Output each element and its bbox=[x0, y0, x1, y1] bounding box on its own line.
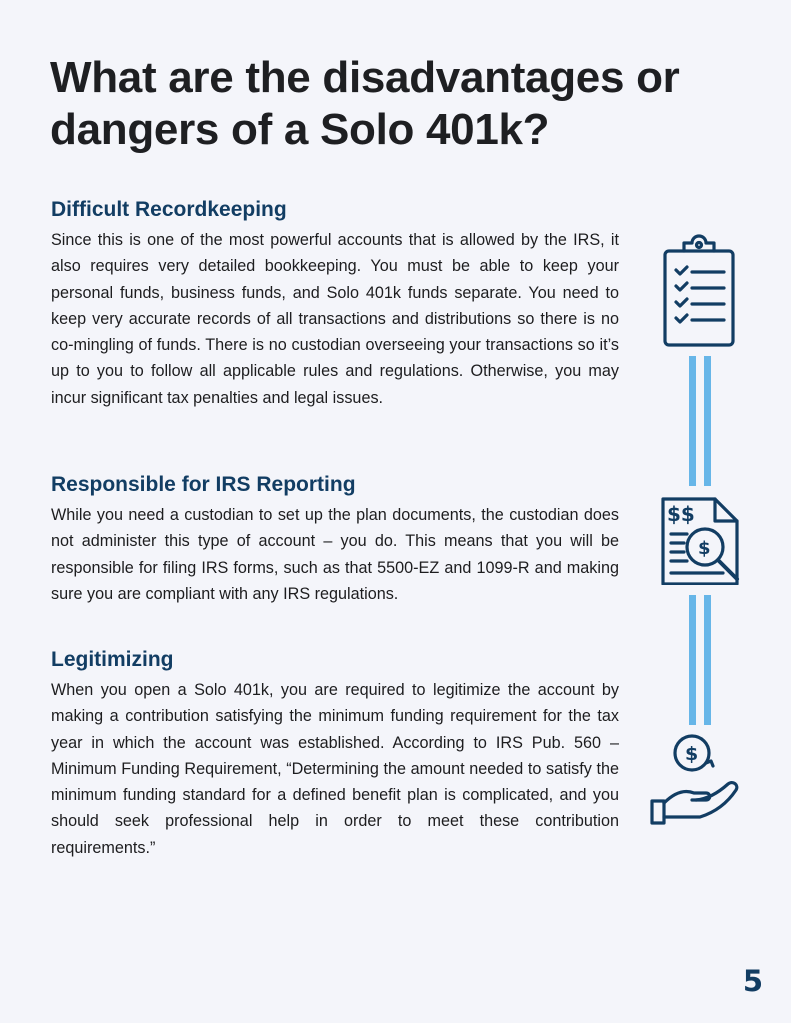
page-title: What are the disadvantages or dangers of a Solo 401k? bbox=[50, 53, 680, 154]
svg-text:$: $ bbox=[698, 538, 711, 559]
dollar-document-search-icon bbox=[657, 495, 745, 590]
hand-dollar-icon bbox=[648, 729, 744, 830]
timeline-connector bbox=[689, 595, 711, 725]
page-number: 5 bbox=[742, 964, 763, 998]
section-heading: Legitimizing bbox=[51, 648, 174, 671]
clipboard-checklist-icon bbox=[662, 233, 738, 354]
section-heading: Difficult Recordkeeping bbox=[51, 198, 287, 221]
timeline-connector bbox=[689, 356, 711, 486]
section-body: Since this is one of the most powerful accounts that is allowed by the IRS, it also requires very detailed bookkeeping. You must be able to keep your personal funds, business funds, and Solo 401k funds separate. You need to keep very accurate records of all transactions and distributions so there is no co-mingling of funds. There is no custodian overseeing your transactions so it’s up to you to follow all applicable rules and regulations. Otherwise, you may incur significant tax penalties and legal issues. bbox=[51, 231, 619, 407]
svg-text:$: $ bbox=[685, 743, 699, 765]
section-irs-reporting bbox=[51, 472, 619, 607]
section-body: While you need a custodian to set up the plan documents, the custodian does not administer this type of account – you do. This means that you will be responsible for filing IRS forms, such as that 5500-EZ and 1099-R and making sure you are compliant with any IRS regulations. bbox=[51, 506, 619, 603]
section-body: When you open a Solo 401k, you are required to legitimize the account by making a contribution satisfying the minimum funding requirement for the tax year in which the account was established. According to IRS Pub. 560 – Minimum Funding Requirement, “Determining the amount needed to satisfy the minimum funding standard for a defined benefit plan is complicated, and you should seek professional help in order to meet these contribution requirements.” bbox=[51, 681, 619, 857]
section-heading: Responsible for IRS Reporting bbox=[51, 473, 356, 496]
section-legitimizing bbox=[51, 647, 619, 861]
section-recordkeeping bbox=[51, 197, 619, 411]
svg-text:$$: $$ bbox=[667, 502, 695, 526]
